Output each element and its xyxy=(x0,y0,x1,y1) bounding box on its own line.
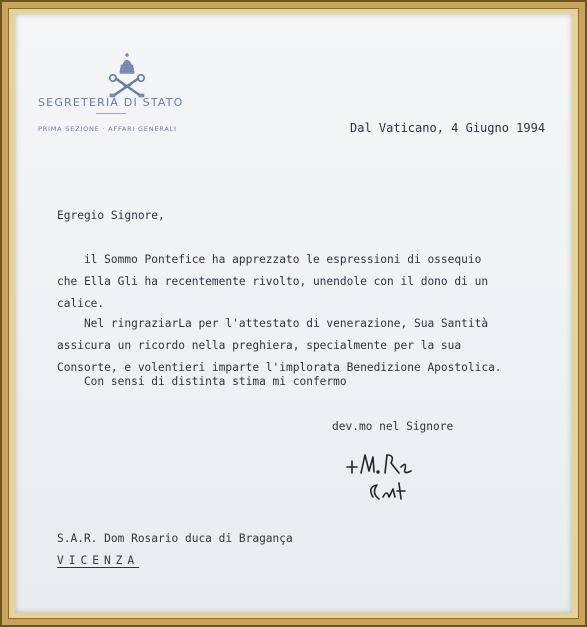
recipient-city: VICENZA xyxy=(57,554,140,567)
handwritten-signature xyxy=(343,447,433,507)
letterhead-subtitle: PRIMA SEZIONE · AFFARI GENERALI xyxy=(38,125,177,133)
greeting: Egregio Signore, xyxy=(57,209,165,222)
recipient-name: S.A.R. Dom Rosario duca di Bragança xyxy=(57,532,293,545)
date-line: Dal Vaticano, 4 Giugno 1994 xyxy=(350,121,546,135)
letterhead-title: SEGRETERIA DI STATO xyxy=(38,96,184,109)
letterhead-rule xyxy=(96,113,126,114)
valediction: dev.mo nel Signore xyxy=(332,420,454,433)
body-paragraph-2: Nel ringraziarLa per l'attestato di venerazione, Sua Santità assicura un ricordo nella preghiera, specialmente per la sua Consorte, e volentieri imparte l'implorata Benedizione Apostolica. xyxy=(57,317,502,374)
closing-line: Con sensi di distinta stima mi confermo xyxy=(57,375,347,388)
body-paragraph-1: il Sommo Pontefice ha apprezzato le espressioni di ossequio che Ella Gli ha recentemente rivolto, unendole con il dono di un calice. xyxy=(57,253,489,310)
papal-keys-tiara-icon xyxy=(107,52,147,100)
